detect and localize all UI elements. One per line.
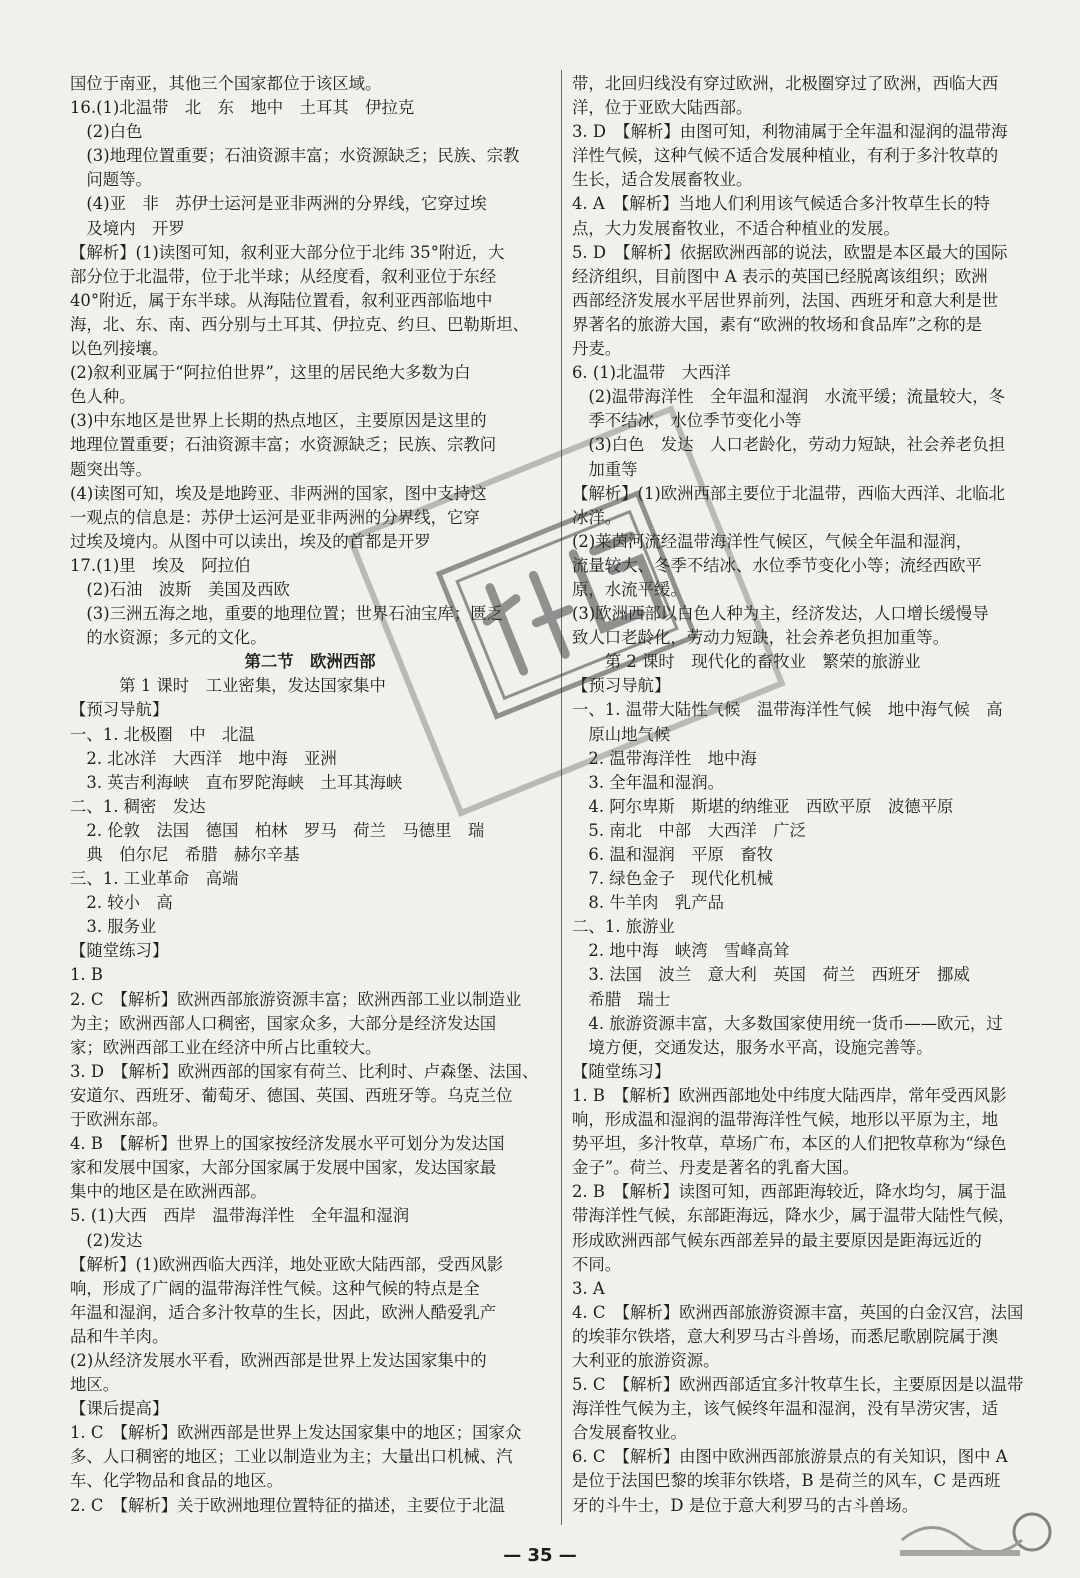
text-line: (2)叙利亚属于“阿拉伯世界”，这里的居民绝大多数为白	[70, 363, 471, 383]
text-line: 第 1 课时 工业密集，发达国家集中	[70, 676, 386, 696]
text-line: 3. 法国 波兰 意大利 英国 荷兰 西班牙 挪威	[572, 965, 970, 985]
text-line: (3)白色 发达 人口老龄化，劳动力短缺，社会养老负担	[572, 435, 1005, 455]
text-line: 及境内 开罗	[70, 218, 185, 238]
text-line: 【解析】(1)读图可知，叙利亚大部分位于北纬 35°附近，大	[70, 242, 505, 262]
text-line: 【随堂练习】	[70, 941, 169, 961]
text-line: (3)三洲五海之地，重要的地理位置；世界石油宝库；匮乏	[70, 604, 503, 624]
text-line: 不同。	[572, 1254, 622, 1274]
text-line: 4. 阿尔卑斯 斯堪的纳维亚 西欧平原 波德平原	[572, 796, 954, 816]
text-line: 5. D 【解析】依据欧洲西部的说法，欧盟是本区最大的国际	[572, 242, 1008, 262]
text-line: (2)白色	[70, 122, 143, 142]
text-line: 大利亚的旅游资源。	[572, 1350, 720, 1370]
text-line: 带，北回归线没有穿过欧洲，北极圈穿过了欧洲，西临大西	[572, 74, 999, 93]
text-line: 三、1. 工业革命 高端	[70, 869, 239, 889]
text-line: 海，北、东、南、西分别与土耳其、伊拉克、约旦、巴勒斯坦、	[70, 314, 529, 334]
text-line: 海洋性气候为主，该气候终年温和湿润，没有旱涝灾害，适	[572, 1399, 999, 1419]
text-line: 地理位置重要；石油资源丰富；水资源缺乏；民族、宗教问	[70, 435, 497, 455]
text-line: 境方便，交通发达，服务水平高，设施完善等。	[572, 1037, 933, 1057]
text-line: 16.(1)北温带 北 东 地中 土耳其 伊拉克	[70, 98, 415, 118]
text-line: 安道尔、西班牙、葡萄牙、德国、英国、西班牙等。乌克兰位	[70, 1085, 513, 1105]
text-line: 部分位于北温带，位于北半球；从经度看，叙利亚位于东经	[70, 266, 497, 286]
text-line: 丹麦。	[572, 339, 622, 359]
text-line: 4. C 【解析】欧洲西部旅游资源丰富，英国的白金汉宫，法国	[572, 1302, 1024, 1322]
text-line: 3. D 【解析】由图可知，利物浦属于全年温和湿润的温带海	[572, 122, 1008, 142]
text-line: 金子”。荷兰、丹麦是著名的乳畜大国。	[572, 1158, 860, 1178]
text-line: 一观点的信息是：苏伊士运河是亚非两洲的分界线，它穿	[70, 507, 480, 527]
text-line: 原山地气候	[572, 724, 671, 744]
text-line: 形成欧洲西部气候东西部差异的最主要原因是距海远近的	[572, 1230, 982, 1250]
text-line: 洋，位于亚欧大陆西部。	[572, 98, 753, 118]
column-divider	[561, 70, 562, 1525]
text-line: 典 伯尔尼 希腊 赫尔辛基	[70, 845, 300, 864]
text-line: 7. 绿色金子 现代化机械	[572, 869, 774, 889]
text-line: 是位于法国巴黎的埃菲尔铁塔，B 是荷兰的风车，C 是西班	[572, 1471, 1001, 1491]
left-column	[70, 72, 550, 1518]
text-line: 17.(1)里 埃及 阿拉伯	[70, 555, 251, 575]
text-line: 合发展畜牧业。	[572, 1423, 687, 1443]
text-line: 【解析】(1)欧洲西临大西洋，地处亚欧大陆西部，受西风影	[70, 1254, 503, 1274]
text-line: 家；欧洲西部工业在经济中所占比重较大。	[70, 1037, 382, 1057]
text-line: (3)欧洲西部以白色人种为主，经济发达，人口增长缓慢导	[572, 604, 989, 624]
text-line: 问题等。	[70, 170, 152, 190]
text-line: 题突出等。	[70, 459, 152, 479]
text-line: 色人种。	[70, 387, 136, 407]
text-line: 品和牛羊肉。	[70, 1326, 169, 1346]
text-line: 西部经济发展水平居世界前列，法国、西班牙和意大利是世	[572, 290, 999, 310]
text-line: 3. 服务业	[70, 917, 157, 937]
text-line: 二、1. 旅游业	[572, 917, 675, 937]
right-column	[572, 72, 1052, 1518]
text-line: 生长，适合发展畜牧业。	[572, 170, 753, 190]
text-line: 集中的地区是在欧洲西部。	[70, 1182, 267, 1202]
text-line: 4. B 【解析】世界上的国家按经济发展水平可划分为发达国	[70, 1134, 505, 1154]
text-line: 【解析】(1)欧洲西部主要位于北温带，西临大西洋、北临北	[572, 483, 1005, 503]
text-line: 5. C 【解析】欧洲西部适宜多汁牧草生长，主要原因是以温带	[572, 1375, 1024, 1395]
text-line: 带海洋性气候，东部距海远，降水少，属于温带大陆性气候，	[572, 1206, 1015, 1226]
text-line: 2. B 【解析】读图可知，西部距海较近，降水均匀，属于温	[572, 1182, 1007, 1202]
text-line: 希腊 瑞士	[572, 989, 671, 1009]
text-line: 40°附近，属于东半球。从海陆位置看，叙利亚西部临地中	[70, 290, 493, 310]
text-line: 6. C 【解析】由图中欧洲西部旅游景点的有关知识，图中 A	[572, 1447, 1008, 1467]
text-line: 二、1. 稠密 发达	[70, 796, 206, 816]
text-line: 3. 全年温和湿润。	[572, 772, 724, 792]
text-line: 6. (1)北温带 大西洋	[572, 363, 731, 383]
text-line: (4)亚 非 苏伊士运河是亚非两洲的分界线，它穿过埃	[70, 194, 487, 214]
text-line: 国位于南亚，其他三个国家都位于该区域。	[70, 74, 382, 93]
text-line: 2. C 【解析】欧洲西部旅游资源丰富；欧洲西部工业以制造业	[70, 989, 522, 1009]
text-line: 1. B	[70, 965, 103, 985]
text-line: 以色列接壤。	[70, 339, 169, 359]
text-line: 5. (1)大西 西岸 温带海洋性 全年温和湿润	[70, 1206, 410, 1226]
text-line: 2. 伦敦 法国 德国 柏林 罗马 荷兰 马德里 瑞	[70, 820, 485, 840]
text-line: 车、化学物品和食品的地区。	[70, 1471, 284, 1491]
text-line: 加重等	[572, 459, 638, 479]
text-line: 界著名的旅游大国，素有“欧洲的牧场和食品库”之称的是	[572, 314, 983, 334]
text-line: 于欧洲东部。	[70, 1110, 169, 1130]
text-line: 3. A	[572, 1278, 605, 1298]
text-line: 经济组织，目前图中 A 表示的英国已经脱离该组织；欧洲	[572, 266, 988, 286]
site-watermark-icon	[892, 1510, 1062, 1562]
text-line: 3. D 【解析】欧洲西部的国家有荷兰、比利时、卢森堡、法国、	[70, 1061, 539, 1081]
text-line: 为主；欧洲西部人口稠密，国家众多，大部分是经济发达国	[70, 1013, 497, 1033]
text-line: 1. B 【解析】欧洲西部地处中纬度大陆西岸，常年受西风影	[572, 1085, 1007, 1105]
text-line: 势平坦，多汁牧草，草场广布，本区的人们把牧草称为“绿色	[572, 1134, 1007, 1154]
text-line: (3)中东地区是世界上长期的热点地区，主要原因是这里的	[70, 411, 487, 431]
text-line: 【随堂练习】	[572, 1061, 671, 1081]
text-line: 响，形成温和湿润的温带海洋性气候，地形以平原为主，地	[572, 1110, 999, 1130]
text-line: 1. C 【解析】欧洲西部是世界上发达国家集中的地区；国家众	[70, 1423, 522, 1443]
text-line: 的埃菲尔铁塔，意大利罗马古斗兽场，而悉尼歌剧院属于澳	[572, 1326, 999, 1346]
text-line: 2. 较小 高	[70, 893, 173, 913]
text-line: 5. 南北 中部 大西洋 广泛	[572, 820, 806, 840]
text-line: (2)发达	[70, 1230, 143, 1250]
text-line: (2)从经济发展水平看，欧洲西部是世界上发达国家集中的	[70, 1350, 487, 1370]
text-line: 牙的斗牛士，D 是位于意大利罗马的古斗兽场。	[572, 1495, 919, 1515]
text-line: 过埃及境内。从图中可以读出，埃及的首都是开罗	[70, 531, 431, 551]
text-line: 2. 地中海 峡湾 雪峰高耸	[572, 941, 790, 961]
text-line: 洋性气候，这种气候不适合发展种植业，有利于多汁牧草的	[572, 146, 999, 166]
text-line: (2)温带海洋性 全年温和湿润 水流平缓；流量较大，冬	[572, 387, 1005, 407]
text-line: 2. 北冰洋 大西洋 地中海 亚洲	[70, 748, 337, 768]
page-number: — 35 —	[503, 1545, 577, 1566]
text-line: 季不结冰，水位季节变化小等	[572, 411, 802, 431]
text-line: (2)莱茵河流经温带海洋性气候区，气候全年温和湿润，	[572, 531, 973, 551]
text-line: 冰洋。	[572, 507, 622, 527]
text-line: 2. C 【解析】关于欧洲地理位置特征的描述，主要位于北温	[70, 1495, 505, 1515]
text-line: 一、1. 温带大陆性气候 温带海洋性气候 地中海气候 高	[572, 700, 1003, 720]
text-line: (2)石油 波斯 美国及西欧	[70, 579, 290, 599]
text-line: 点，大力发展畜牧业，不适合种植业的发展。	[572, 218, 900, 238]
text-line: (3)地理位置重要；石油资源丰富；水资源缺乏；民族、宗教	[70, 146, 520, 166]
text-line: 4. 旅游资源丰富，大多数国家使用统一货币——欧元，过	[572, 1013, 1003, 1033]
text-line: 【预习导航】	[70, 700, 169, 720]
text-line: 8. 牛羊肉 乳产品	[572, 893, 724, 913]
text-line: 多、人口稠密的地区；工业以制造业为主；大量出口机械、汽	[70, 1447, 513, 1467]
text-line: 响，形成了广阔的温带海洋性气候。这种气候的特点是全	[70, 1278, 480, 1298]
text-line: 6. 温和湿润 平原 畜牧	[572, 845, 774, 864]
text-line: 第 2 课时 现代化的畜牧业 繁荣的旅游业	[572, 652, 921, 672]
text-line: 原，水流平缓。	[572, 579, 687, 599]
text-line: 【预习导航】	[572, 676, 671, 696]
text-line: 一、1. 北极圈 中 北温	[70, 724, 255, 744]
text-line: 3. 英吉利海峡 直布罗陀海峡 土耳其海峡	[70, 772, 403, 792]
text-line: 家和发展中国家，大部分国家属于发展中国家，发达国家最	[70, 1158, 497, 1178]
text-line: 【课后提高】	[70, 1399, 169, 1419]
text-line: 年温和湿润，适合多汁牧草的生长，因此，欧洲人酷爱乳产	[70, 1302, 497, 1322]
text-line: 第二节 欧洲西部	[244, 652, 376, 672]
text-line: 致人口老龄化，劳动力短缺，社会养老负担加重等。	[572, 628, 949, 648]
text-line: 4. A 【解析】当地人们利用该气候适合多汁牧草生长的特	[572, 194, 990, 214]
text-line: 的水资源；多元的文化。	[70, 628, 267, 648]
text-line: 地区。	[70, 1375, 120, 1395]
text-line: (4)读图可知，埃及是地跨亚、非两洲的国家，图中支持这	[70, 483, 487, 503]
text-line: 2. 温带海洋性 地中海	[572, 748, 757, 768]
text-line: 流量较大、冬季不结冰、水位季节变化小等；流经西欧平	[572, 555, 982, 575]
